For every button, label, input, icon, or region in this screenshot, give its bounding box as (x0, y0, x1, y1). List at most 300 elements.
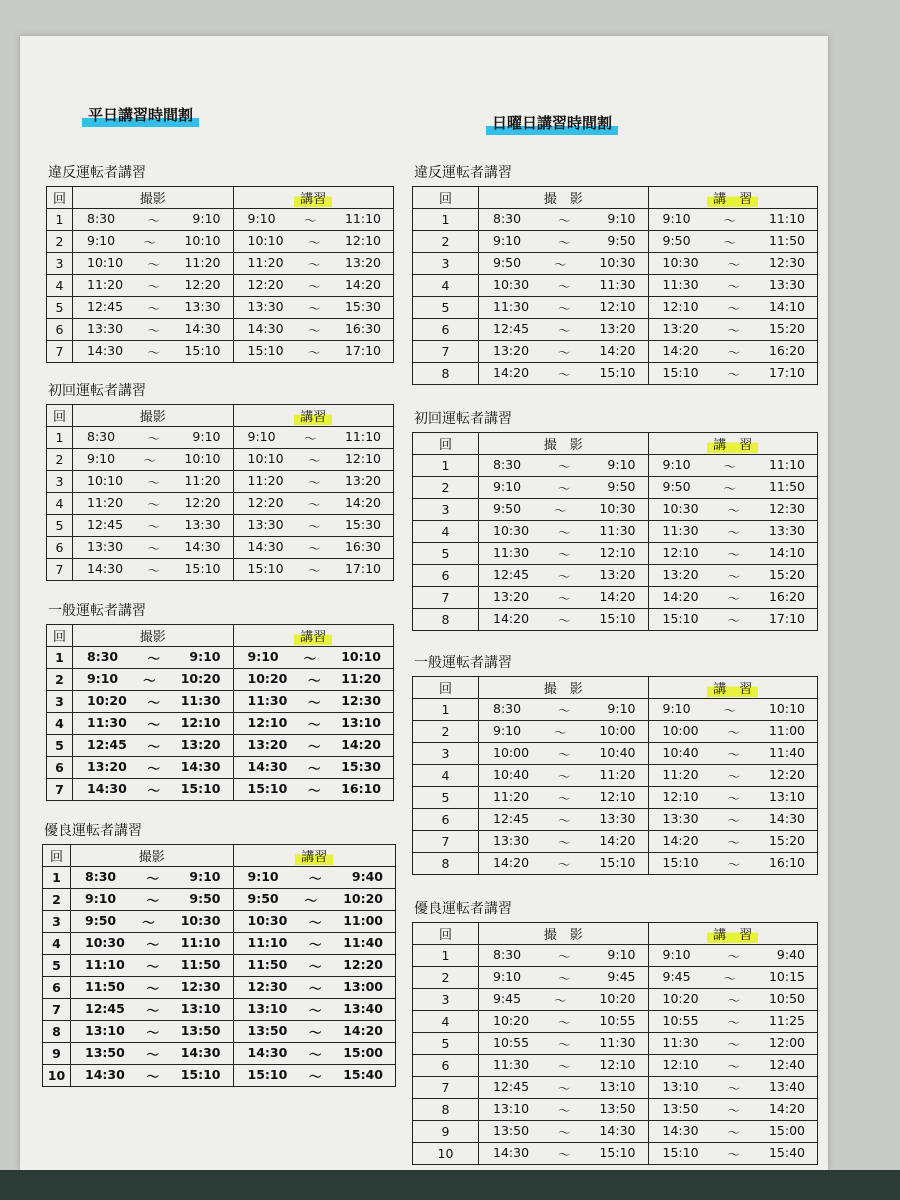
table-row (47, 319, 394, 341)
photo-end: 11:30 (599, 1034, 636, 1050)
photo-time (73, 647, 234, 669)
range-separator: ～ (147, 562, 160, 578)
lecture-time (233, 537, 394, 559)
lecture-start: 11:30 (662, 522, 699, 538)
row-number: 7 (413, 341, 479, 363)
photo-start: 9:10 (87, 450, 116, 466)
lecture-end: 12:20 (768, 766, 805, 782)
photo-range (71, 1045, 233, 1063)
photo-start: 9:10 (493, 722, 522, 738)
lecture-time (233, 757, 394, 779)
table-row (413, 1033, 818, 1055)
lecture-start: 13:20 (662, 320, 699, 336)
photo-range (479, 855, 648, 873)
header-lecture-label: 講 習 (707, 438, 758, 453)
range-separator: ～ (147, 344, 160, 360)
lecture-end: 10:10 (768, 700, 805, 716)
header-lecture (648, 187, 818, 209)
table-row (413, 565, 818, 587)
lecture-time (648, 565, 818, 587)
header-lecture (233, 625, 394, 647)
photo-range (73, 473, 233, 491)
background-strip (0, 1170, 900, 1200)
photo-time (479, 699, 649, 721)
lecture-range (649, 479, 818, 497)
photo-end: 13:20 (599, 566, 636, 582)
photo-start: 11:30 (87, 714, 127, 730)
row-number: 1 (413, 945, 479, 967)
range-separator: ～ (304, 212, 317, 228)
lecture-time (233, 275, 394, 297)
lecture-start: 13:30 (247, 298, 284, 314)
range-separator: ～ (307, 452, 321, 468)
range-separator: ～ (303, 650, 317, 666)
lecture-range (234, 277, 394, 295)
table-row (413, 231, 818, 253)
range-separator: ～ (147, 782, 160, 798)
row-number: 7 (413, 831, 479, 853)
section-title: 優良運転者講習 (44, 823, 142, 839)
lecture-end: 11:40 (343, 934, 383, 950)
photo-end: 14:30 (180, 1044, 221, 1060)
lecture-end: 10:50 (768, 990, 805, 1006)
range-separator: ～ (146, 870, 159, 886)
lecture-time (233, 231, 394, 253)
lecture-time (233, 1043, 396, 1065)
photo-start: 9:10 (493, 478, 522, 494)
lecture-range (234, 517, 394, 535)
header-row (47, 405, 394, 427)
photo-end: 9:10 (192, 210, 221, 226)
photo-end: 14:30 (184, 320, 221, 336)
range-separator: ～ (557, 834, 571, 850)
timetable (46, 404, 394, 581)
table-row (43, 955, 396, 977)
lecture-time (648, 831, 818, 853)
lecture-start: 13:30 (247, 516, 284, 532)
lecture-start: 10:10 (247, 232, 284, 248)
photo-range (71, 869, 233, 887)
range-separator: ～ (146, 936, 159, 952)
range-separator: ～ (557, 300, 571, 316)
range-separator: ～ (727, 992, 740, 1008)
range-separator: ～ (307, 278, 321, 294)
photo-start: 13:10 (493, 1100, 530, 1116)
lecture-end: 11:25 (768, 1012, 805, 1028)
lecture-range (649, 211, 818, 229)
row-number: 5 (47, 735, 73, 757)
photo-end: 12:20 (184, 494, 221, 510)
photo-end: 9:10 (607, 210, 636, 226)
photo-start: 10:30 (493, 276, 530, 292)
range-separator: ～ (557, 458, 571, 474)
header-lecture-label: 講習 (294, 192, 332, 207)
photo-time (479, 1055, 649, 1077)
photo-range (479, 991, 648, 1009)
lecture-time (648, 1055, 818, 1077)
range-separator: ～ (142, 914, 155, 930)
photo-start: 13:30 (87, 538, 124, 554)
range-separator: ～ (147, 212, 160, 228)
range-separator: ～ (308, 1024, 322, 1040)
photo-start: 11:20 (87, 276, 124, 292)
range-separator: ～ (727, 834, 740, 850)
photo-range (479, 233, 648, 251)
photo-start: 14:30 (87, 342, 124, 358)
lecture-range (649, 1079, 818, 1097)
table-row (413, 945, 818, 967)
timetable (42, 844, 396, 1087)
range-separator: ～ (147, 474, 160, 490)
range-separator: ～ (147, 430, 160, 446)
row-number: 5 (413, 787, 479, 809)
photo-range (479, 745, 648, 763)
photo-start: 8:30 (493, 946, 522, 962)
photo-range (479, 343, 648, 361)
range-separator: ～ (307, 322, 321, 338)
photo-range (479, 567, 648, 585)
lecture-range (234, 781, 394, 799)
lecture-time (648, 1077, 818, 1099)
header-row (47, 187, 394, 209)
header-photo: 撮影 (73, 187, 234, 209)
photo-time (479, 1099, 649, 1121)
lecture-start: 13:10 (247, 1000, 288, 1016)
photo-range (73, 429, 233, 447)
lecture-start: 14:30 (662, 1122, 699, 1138)
table-row (413, 1121, 818, 1143)
photo-time (479, 275, 649, 297)
lecture-end: 12:30 (768, 254, 805, 270)
lecture-start: 10:20 (247, 670, 288, 686)
lecture-end: 11:50 (768, 478, 805, 494)
row-number: 9 (43, 1043, 71, 1065)
row-number: 8 (413, 1099, 479, 1121)
header-photo: 撮 影 (479, 923, 649, 945)
photo-start: 8:30 (87, 648, 119, 664)
table-row (43, 889, 396, 911)
table-row (413, 587, 818, 609)
lecture-start: 11:20 (247, 472, 284, 488)
lecture-end: 13:30 (768, 276, 805, 292)
lecture-end: 17:10 (768, 610, 805, 626)
photo-time (479, 363, 649, 385)
photo-end: 14:30 (599, 1122, 636, 1138)
table-row (413, 765, 818, 787)
table-row (413, 499, 818, 521)
range-separator: ～ (723, 480, 737, 496)
lecture-end: 15:40 (768, 1144, 805, 1160)
lecture-range (649, 723, 818, 741)
table-row (413, 721, 818, 743)
table-row (47, 647, 394, 669)
lecture-time (233, 253, 394, 275)
header-num: 回 (43, 845, 71, 867)
range-separator: ～ (307, 562, 321, 578)
table-row (413, 297, 818, 319)
row-number: 1 (413, 209, 479, 231)
lecture-start: 12:20 (247, 494, 284, 510)
range-separator: ～ (143, 452, 157, 468)
lecture-range (649, 1057, 818, 1075)
row-number: 7 (47, 559, 73, 581)
photo-end: 10:20 (599, 990, 636, 1006)
lecture-range (649, 833, 818, 851)
lecture-end: 16:10 (341, 780, 381, 796)
timetable (46, 624, 394, 801)
lecture-time (648, 721, 818, 743)
row-number: 2 (413, 477, 479, 499)
lecture-time (648, 609, 818, 631)
range-separator: ～ (146, 1002, 159, 1018)
lecture-start: 9:10 (247, 428, 276, 444)
photo-range (71, 1067, 233, 1085)
photo-range (479, 611, 648, 629)
photo-time (73, 669, 234, 691)
photo-start: 9:10 (85, 890, 117, 906)
row-number: 4 (43, 933, 71, 955)
table-row (413, 831, 818, 853)
lecture-start: 9:10 (662, 700, 691, 716)
header-lecture (648, 677, 818, 699)
photo-range (479, 501, 648, 519)
lecture-start: 9:50 (247, 890, 279, 906)
lecture-time (233, 559, 394, 581)
lecture-time (233, 297, 394, 319)
photo-time (73, 253, 234, 275)
lecture-start: 15:10 (662, 1144, 699, 1160)
header-row (413, 433, 818, 455)
photo-time (479, 1077, 649, 1099)
table-row (47, 493, 394, 515)
photo-end: 11:50 (180, 956, 221, 972)
photo-start: 9:50 (85, 912, 117, 928)
range-separator: ～ (727, 256, 740, 272)
photo-time (479, 521, 649, 543)
photo-time (73, 427, 234, 449)
lecture-range (234, 737, 394, 755)
lecture-time (233, 999, 396, 1021)
lecture-end: 15:30 (341, 758, 381, 774)
photo-start: 8:30 (85, 868, 117, 884)
timetable (412, 432, 818, 631)
lecture-end: 13:10 (341, 714, 381, 730)
table-row (43, 999, 396, 1021)
photo-end: 11:30 (599, 522, 636, 538)
photo-start: 12:45 (493, 320, 530, 336)
header-lecture-label: 講習 (295, 850, 333, 865)
photo-start: 9:10 (493, 232, 522, 248)
row-number: 10 (413, 1143, 479, 1165)
photo-range (73, 233, 233, 251)
row-number: 6 (47, 319, 73, 341)
table-row (47, 275, 394, 297)
header-num: 回 (413, 677, 479, 699)
photo-time (479, 341, 649, 363)
timetable (412, 676, 818, 875)
lecture-end: 12:30 (768, 500, 805, 516)
row-number: 6 (43, 977, 71, 999)
photo-time (479, 721, 649, 743)
lecture-start: 15:10 (662, 854, 699, 870)
header-lecture-label: 講 習 (707, 928, 758, 943)
header-lecture (233, 845, 396, 867)
lecture-end: 12:30 (341, 692, 381, 708)
row-number: 8 (43, 1021, 71, 1043)
range-separator: ～ (554, 992, 567, 1008)
header-row (43, 845, 396, 867)
range-separator: ～ (557, 234, 571, 250)
range-separator: ～ (147, 322, 160, 338)
table-row (47, 231, 394, 253)
range-separator: ～ (307, 540, 321, 556)
photo-range (479, 299, 648, 317)
range-separator: ～ (146, 958, 159, 974)
lecture-time (233, 1021, 396, 1043)
photo-time (73, 493, 234, 515)
lecture-range (649, 545, 818, 563)
photo-start: 10:20 (87, 692, 127, 708)
photo-start: 13:50 (493, 1122, 530, 1138)
photo-start: 9:10 (87, 232, 116, 248)
row-number: 3 (43, 911, 71, 933)
photo-end: 13:10 (180, 1000, 221, 1016)
header-lecture (648, 433, 818, 455)
lecture-time (233, 713, 394, 735)
photo-start: 11:10 (85, 956, 125, 972)
range-separator: ～ (723, 234, 737, 250)
photo-end: 11:20 (184, 472, 221, 488)
lecture-range (234, 495, 394, 513)
photo-end: 15:10 (184, 342, 221, 358)
row-number: 6 (413, 1055, 479, 1077)
header-num: 回 (413, 923, 479, 945)
range-separator: ～ (727, 590, 740, 606)
photo-range (71, 891, 233, 909)
lecture-range (234, 979, 396, 997)
photo-end: 14:30 (184, 538, 221, 554)
row-number: 1 (413, 455, 479, 477)
range-separator: ～ (727, 790, 740, 806)
photo-end: 12:30 (180, 978, 221, 994)
table-row (413, 1011, 818, 1033)
photo-time (73, 713, 234, 735)
row-number: 6 (47, 537, 73, 559)
lecture-range (649, 343, 818, 361)
lecture-start: 14:30 (247, 538, 284, 554)
photo-time (479, 231, 649, 253)
photo-time (479, 587, 649, 609)
photo-time (479, 253, 649, 275)
row-number: 7 (43, 999, 71, 1021)
lecture-end: 16:30 (344, 538, 381, 554)
photo-time (73, 735, 234, 757)
header-photo: 撮影 (71, 845, 234, 867)
table-row (413, 253, 818, 275)
range-separator: ～ (557, 212, 571, 228)
range-separator: ～ (557, 790, 571, 806)
header-lecture (233, 405, 394, 427)
lecture-range (649, 611, 818, 629)
header-num: 回 (47, 625, 73, 647)
range-separator: ～ (557, 856, 571, 872)
photo-start: 13:20 (87, 758, 127, 774)
range-separator: ～ (307, 300, 321, 316)
lecture-start: 10:30 (662, 500, 699, 516)
photo-range (479, 321, 648, 339)
photo-start: 10:10 (87, 472, 124, 488)
lecture-end: 15:00 (768, 1122, 805, 1138)
range-separator: ～ (307, 716, 321, 732)
photo-range (73, 539, 233, 557)
range-separator: ～ (727, 1146, 740, 1162)
range-separator: ～ (727, 746, 740, 762)
photo-end: 9:50 (607, 232, 636, 248)
range-separator: ～ (146, 892, 159, 908)
photo-time (73, 209, 234, 231)
lecture-time (648, 499, 818, 521)
photo-end: 15:10 (184, 560, 221, 576)
header-photo: 撮 影 (479, 677, 649, 699)
photo-range (479, 545, 648, 563)
range-separator: ～ (147, 760, 160, 776)
photo-range (73, 781, 233, 799)
lecture-end: 14:20 (343, 1022, 383, 1038)
photo-end: 12:10 (599, 788, 636, 804)
lecture-start: 13:30 (662, 810, 699, 826)
photo-start: 10:55 (493, 1034, 530, 1050)
row-number: 4 (413, 521, 479, 543)
lecture-range (649, 1101, 818, 1119)
photo-range (71, 979, 233, 997)
section-weekday (46, 380, 394, 581)
table-row (47, 471, 394, 493)
lecture-start: 11:20 (247, 254, 284, 270)
photo-end: 12:10 (599, 544, 636, 560)
range-separator: ～ (307, 782, 321, 798)
row-number: 1 (47, 647, 73, 669)
lecture-start: 12:10 (662, 788, 699, 804)
range-separator: ～ (554, 256, 567, 272)
lecture-end: 13:10 (768, 788, 805, 804)
range-separator: ～ (727, 1124, 740, 1140)
range-separator: ～ (554, 502, 567, 518)
photo-start: 13:20 (493, 588, 530, 604)
photo-start: 9:50 (493, 500, 522, 516)
range-separator: ～ (557, 746, 571, 762)
photo-time (479, 853, 649, 875)
photo-time (479, 543, 649, 565)
photo-start: 12:45 (87, 516, 124, 532)
lecture-range (234, 429, 394, 447)
lecture-end: 11:10 (344, 210, 381, 226)
photo-end: 11:30 (599, 276, 636, 292)
lecture-range (234, 715, 394, 733)
photo-time (73, 341, 234, 363)
range-separator: ～ (307, 234, 321, 250)
lecture-end: 13:20 (344, 254, 381, 270)
photo-start: 12:45 (87, 298, 124, 314)
photo-range (479, 1079, 648, 1097)
sunday-title: 日曜日講習時間割 (486, 112, 618, 135)
row-number: 4 (47, 275, 73, 297)
header-row (47, 625, 394, 647)
range-separator: ～ (143, 672, 156, 688)
table-row (47, 537, 394, 559)
table-row (413, 209, 818, 231)
row-number: 3 (47, 253, 73, 275)
lecture-start: 14:20 (662, 832, 699, 848)
